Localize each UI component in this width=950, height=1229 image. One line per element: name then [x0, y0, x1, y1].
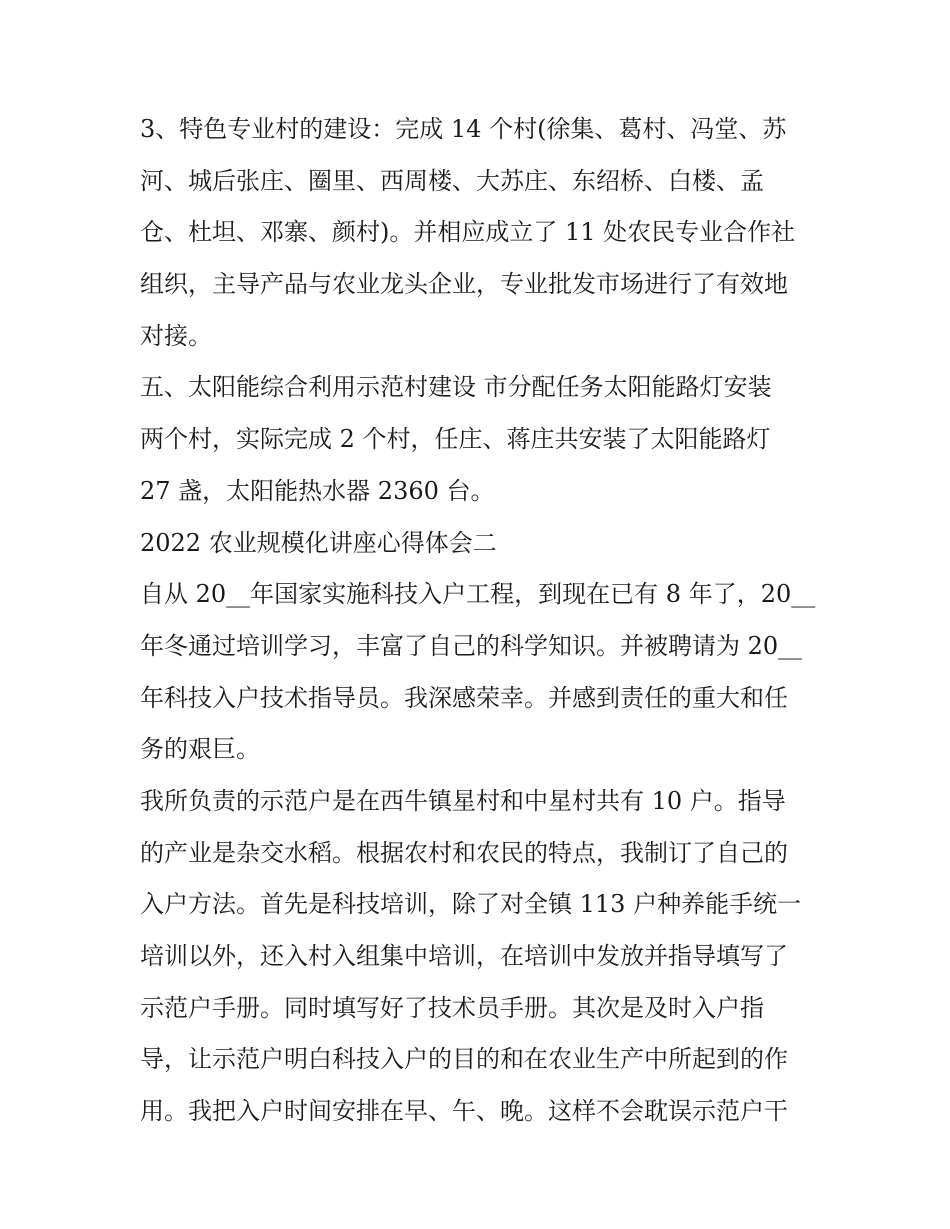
- text-line: 我所负责的示范户是在西牛镇星村和中星村共有 10 户。指导: [140, 786, 786, 815]
- text-line: 两个村，实际完成 2 个村，任庄、蒋庄共安装了太阳能路灯: [140, 425, 771, 454]
- text-line: 27 盏，太阳能热水器 2360 台。: [140, 476, 495, 505]
- text-line: 河、城后张庄、圈里、西周楼、大苏庄、东绍桥、白楼、孟: [140, 166, 764, 195]
- text-line: 组织，主导产品与农业龙头企业，专业批发市场进行了有效地: [140, 270, 788, 299]
- text-line: 自从 20__年国家实施科技入户工程，到现在已有 8 年了，20__: [140, 580, 816, 609]
- text-line: 用。我把入户时间安排在早、午、晚。这样不会耽误示范户干: [140, 1097, 788, 1126]
- text-line: 示范户手册。同时填写好了技术员手册。其次是及时入户指: [140, 993, 764, 1022]
- text-line: 务的艰巨。: [140, 735, 260, 764]
- text-line: 仓、杜坦、邓寨、颜村)。并相应成立了 11 处农民专业合作社: [140, 218, 796, 247]
- section-heading: 2022 农业规模化讲座心得体会二: [140, 528, 497, 557]
- text-line: 五、太阳能综合利用示范村建设 市分配任务太阳能路灯安装: [140, 373, 772, 402]
- document-body: [140, 104, 820, 1138]
- text-line: 培训以外，还入村入组集中培训，在培训中发放并指导填写了: [140, 942, 788, 970]
- text-line: 对接。: [140, 321, 212, 350]
- text-line: 年冬通过培训学习，丰富了自己的科学知识。并被聘请为 20__: [140, 631, 803, 660]
- text-line: 导，让示范户明白科技入户的目的和在农业生产中所起到的作: [140, 1045, 788, 1074]
- text-line: 入户方法。首先是科技培训，除了对全镇 113 户种养能手统一: [140, 890, 802, 919]
- text-line: 年科技入户技术指导员。我深感荣幸。并感到责任的重大和任: [140, 683, 788, 712]
- text-line: 的产业是杂交水稻。根据农村和农民的特点，我制订了自己的: [140, 838, 788, 867]
- text-line: 3、特色专业村的建设：完成 14 个村(徐集、葛村、冯堂、苏: [140, 115, 787, 143]
